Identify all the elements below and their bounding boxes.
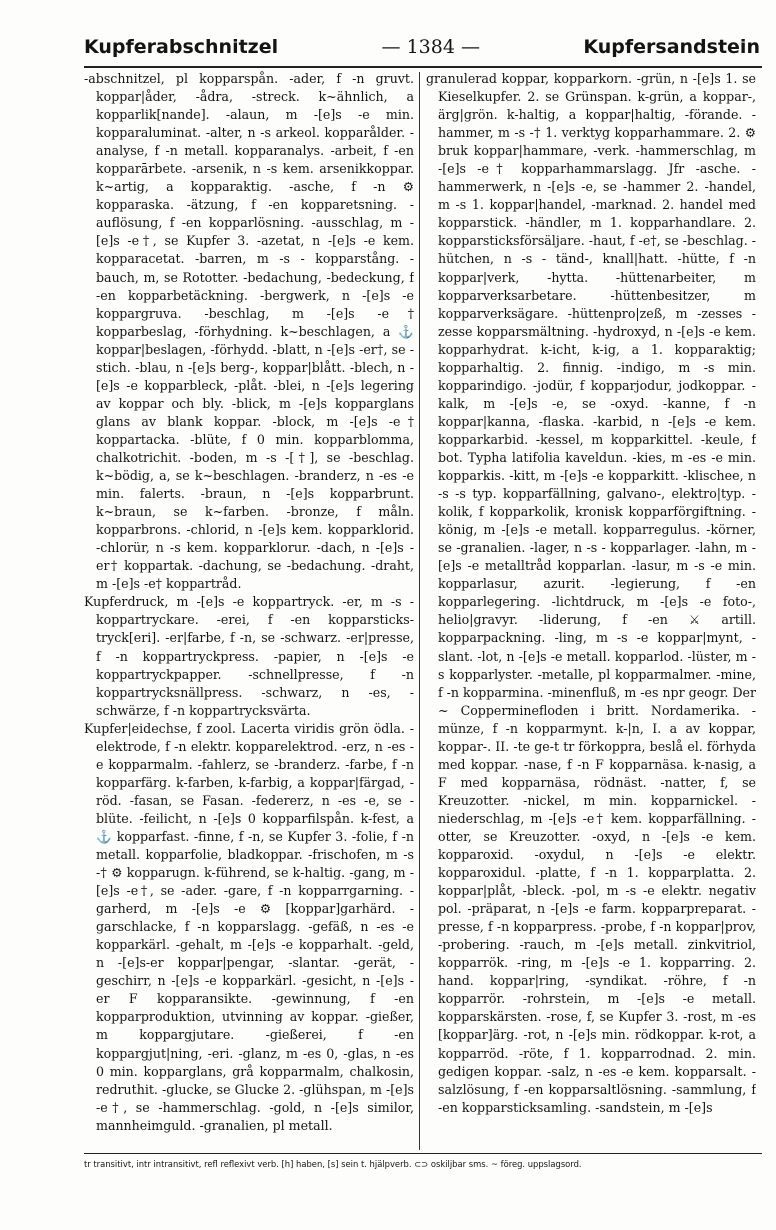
page-header xyxy=(84,36,760,70)
footer-rule xyxy=(84,1153,762,1154)
header-right-guide-word: Kupfersandstein xyxy=(583,36,760,58)
dictionary-entry: Kupferdruck, m -[e]s -e koppartryck. -er, m -s - koppartryckare. -erei, f -en kopparsticks-tryck[eri]. -er|farbe, f -n, se -schwarz. -er|presse, f -n koppartryckpress. -papier, n -[e]s -e koppartryckpapper. -schnellpresse, f -n koppartrycksnällpress. -schwarz, n -es, -schwärze, f -n koppartrycksvärta. xyxy=(84,594,414,718)
page-number: — 1384 — xyxy=(381,36,480,58)
abbreviation-legend: tr transitivt, intr intransitivt, refl reflexivt verb. [h] haben, [s] sein t. hjälpverb. ⊂⊃ oskiljbar sms. ~ föreg. uppslagsord. xyxy=(84,1159,582,1169)
column-divider xyxy=(419,72,420,1150)
left-column xyxy=(84,70,414,1150)
header-rule xyxy=(84,66,762,68)
right-column xyxy=(426,70,756,1150)
dictionary-entry: granulerad koppar, kopparkorn. -grün, n -[e]s 1. se Kieselkupfer. 2. se Grünspan. k-grün, a koppar-, ärg|grön. k-haltig, a koppar|haltig, -förande. -hammer, m -s -† 1. verktyg kopparhammare. 2. ⚙ bruk koppar|hammare, -verk. -hammerschlag, m -[e]s -e† kopparhammarslagg. Jfr -asche. -hammerwerk, n -[e]s -e, se -hammer 2. -handel, m -s 1. koppar|handel, -marknad. 2. handel med kopparstick. -händler, m 1. kopparhandlare. 2. kopparsticksförsäljare. -haut, f -e†, se -beschlag. -hütchen, n -s - tänd-, knall|hatt. -hütte, f -n koppar|verk, -hytta. -hüttenarbeiter, m kopparverksarbetare. -hüttenbesitzer, m kopparverksägare. -hüttenpro|zeß, m -zesses -zesse kopparsmältning. -hydroxyd, n -[e]s -e kem. kopparhydrat. k-icht, k-ig, a 1. kopparaktig; kopparhaltig. 2. finnig. -indigo, m -s min. kopparindigo. -jodür, f kopparjodur, jodkoppar. -kalk, m -[e]s -e, se -oxyd. -kanne, f -n koppar|kanna, -flaska. -karbid, n -[e]s -e kem. kopparkarbid. -kessel, m kopparkittel. -keule, f bot. Typha latifolia kaveldun. -kies, m -es -e min. kopparkis. -kitt, m -[e]s -e kopparkitt. -klischee, n -s -s typ. kopparfällning, galvano-, elektro|typ. -kolik, f kopparkolik, kronisk kopparförgiftning. -könig, m -[e]s -e metall. kopparregulus. -körner, se -granalien. -lager, n -s - kopparlager. -lahn, m -[e]s -e metalltråd kopparlan. -lasur, m -s -e min. kopparlasur, azurit. -legierung, f -en kopparlegering. -lichtdruck, m -[e]s -e foto-, helio|gravyr. -liderung, f -en ⚔ artill. kopparpackning. -ling, m -s -e koppar|mynt, -slant. -lot, n -[e]s -e metall. kopparlod. -lüster, m -s kopparlyster. -metalle, pl kopparmalmer. -mine, f -n kopparmina. -minenfluß, m -es npr geogr. Der ~ Copperminefloden i britt. Nordamerika. -münze, f -n kopparmynt. k-|n, I. a av koppar, koppar-. II. -te ge-t tr förkoppra, beslå el. förhyda med koppar. -nase, f -n F kopparnäsa. k-nasig, a F med kopparnäsa, rödnäst. -natter, f, se Kreuzotter. -nickel, m min. kopparnickel. -niederschlag, m -[e]s -e† kem. kopparfällning. -otter, se Kreuzotter. -oxyd, n -[e]s -e kem. kopparoxid. -oxydul, n -[e]s -e elektr. kopparoxidul. -platte, f -n 1. kopparplatta. 2. koppar|plåt, -bleck. -pol, m -s -e elektr. negativ pol. -präparat, n -[e]s -e farm. kopparpreparat. -presse, f -n kopparpress. -probe, f -n koppar|prov, -probering. -rauch, m -[e]s metall. zinkvitriol, kopparrök. -ring, m -[e]s -e 1. kopparring. 2. hand. koppar|ring, -syndikat. -röhre, f -n kopparrör. -rohrstein, m -[e]s -e metall. kopparskärsten. -rose, f, se Kupfer 3. -rost, m -es [koppar]ärg. -rot, n -[e]s min. rödkoppar. k-rot, a kopparröd. -röte, f 1. kopparrodnad. 2. min. gedigen koppar. -salz, n -es -e kem. kopparsalt. -salzlösung, f -en kopparsaltlösning. -sammlung, f -en kopparsticksamling. -sandstein, m -[e]s xyxy=(426,71,756,1115)
dictionary-entry: -abschnitzel, pl kopparspån. -ader, f -n gruvt. koppar|åder, -ådra, -streck. k~ähnlich, a kopparlik[nande]. -alaun, m -[e]s -e min. kopparaluminat. -alter, n -s arkeol. kopparålder. -analyse, f -n metall. kopparanalys. -arbeit, f -en kopparārbete. -arsenik, n -s kem. arsenikkoppar. k~artig, a kopparaktig. -asche, f -n ⚙ kopparaska. -ätzung, f -en kopparetsning. -auflösung, f -en kopparlösning. -ausschlag, m -[e]s -e†, se Kupfer 3. -azetat, n -[e]s -e kem. kopparacetat. -barren, m -s - kopparstång. -bauch, m, se Rototter. -bedachung, -bedeckung, f -en kopparbetäckning. -bergwerk, n -[e]s -e koppargruva. -beschlag, m -[e]s -e† kopparbeslag, -förhydning. k~beschlagen, a ⚓ koppar|beslagen, -förhydd. -blatt, n -[e]s -er†, se -stich. -blau, n -[e]s berg-, koppar|blått. -blech, n -[e]s -e kopparbleck, -plåt. -blei, n -[e]s legering av koppar och bly. -blick, m -[e]s kopparglans glans av blank koppar. -block, m -[e]s -e† koppartacka. -blüte, f 0 min. kopparblomma, chalkotrichit. -boden, m -s -[†], se -beschlag. k~bödig, a, se k~beschlagen. -branderz, n -es -e min. falerts. -braun, n -[e]s kopparbrunt. k~braun, se k~farben. -bronze, f måln. kopparbrons. -chlorid, n -[e]s kem. kopparklorid. -chlorür, n -s kem. kopparklorur. -dach, n -[e]s -er† koppartak. -dachung, se -bedachung. -draht, m -[e]s -e† koppartråd. xyxy=(84,71,414,592)
header-left-guide-word: Kupferabschnitzel xyxy=(84,36,279,58)
dictionary-entry: Kupfer|eidechse, f zool. Lacerta viridis grön ödla. -elektrode, f -n elektr. kopparelektrod. -erz, n -es -e kopparmalm. -fahlerz, se -branderz. -farbe, f -n kopparfärg. k-farben, k-farbig, a koppar|färgad, -röd. -fasan, se Fasan. -federerz, n -es -e, se -blüte. -feilicht, n -[e]s 0 kopparfilspån. k-fest, a ⚓ kopparfast. -finne, f -n, se Kupfer 3. -folie, f -n metall. kopparfolie, bladkoppar. -frischofen, m -s -† ⚙ kopparugn. k-führend, se k-haltig. -gang, m -[e]s -e†, se -ader. -gare, f -n kopparrgarning. -garherd, m -[e]s -e ⚙ [koppar]garhärd. -garschlacke, f -n kopparslagg. -gefäß, n -es -e kopparkärl. -gehalt, m -[e]s -e kopparhalt. -geld, n -[e]s-er koppar|pengar, -slantar. -gerät, -geschirr, n -[e]s -e kopparkärl. -gesicht, n -[e]s -er F kopparansikte. -gewinnung, f -en kopparproduktion, utvinning av koppar. -gießer, m koppargjutare. -gießerei, f -en koppargjut|ning, -eri. -glanz, m -es 0, -glas, n -es 0 min. kopparglans, grå kopparmalm, chalkosin, redruthit. -glucke, se Glucke 2. -glühspan, m -[e]s -e†, se -hammerschlag. -gold, n -[e]s similor, mannheimguld. -granalien, pl metall. xyxy=(84,720,414,1133)
